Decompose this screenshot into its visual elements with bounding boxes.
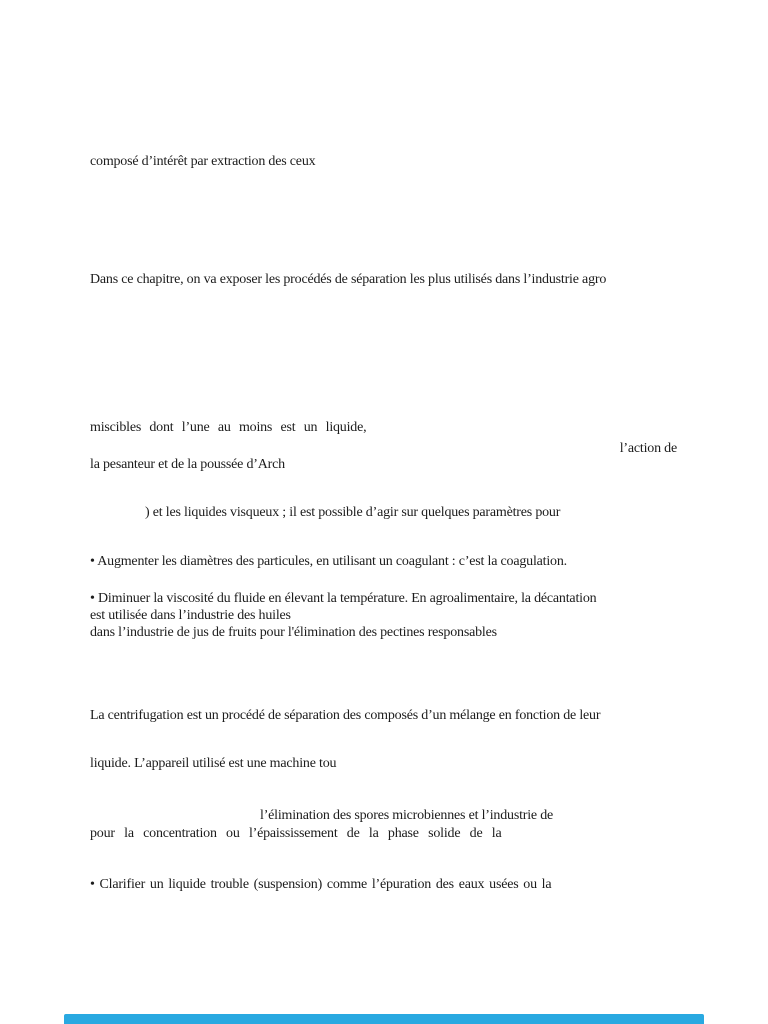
bullet-line: • Augmenter les diamètres des particules, en utilisant un coagulant : c’est la coagulation. — [90, 554, 567, 569]
paragraph-line: miscibles dont l’une au moins est un liquide, — [90, 420, 367, 435]
bullet-line: • Diminuer la viscosité du fluide en élevant la température. En agroalimentaire, la décantation — [90, 591, 597, 606]
paragraph-line: ) et les liquides visqueux ; il est possible d’agir sur quelques paramètres pour — [145, 505, 561, 520]
paragraph-line: la pesanteur et de la poussée d’Arch — [90, 457, 285, 472]
paragraph-line: La centrifugation est un procédé de séparation des composés d’un mélange en fonction de leur — [90, 708, 601, 723]
bullet-line: • Clarifier un liquide trouble (suspension) comme l’épuration des eaux usées ou la — [90, 877, 552, 892]
next-page-edge-bar — [64, 1014, 704, 1024]
paragraph-line: l’élimination des spores microbiennes et l’industrie de — [260, 808, 554, 823]
paragraph-line: Dans ce chapitre, on va exposer les procédés de séparation les plus utilisés dans l’industrie agro — [90, 272, 607, 287]
paragraph-line: est utilisée dans l’industrie des huiles — [90, 608, 291, 623]
paragraph-line: liquide. L’appareil utilisé est une machine tou — [90, 756, 337, 771]
paragraph-line: composé d’intérêt par extraction des ceux — [90, 154, 316, 169]
paragraph-line: pour la concentration ou l’épaississement de la phase solide de la — [90, 826, 502, 841]
paragraph-line: dans l’industrie de jus de fruits pour l'élimination des pectines responsables — [90, 625, 497, 640]
paragraph-line: l’action de — [619, 441, 677, 456]
